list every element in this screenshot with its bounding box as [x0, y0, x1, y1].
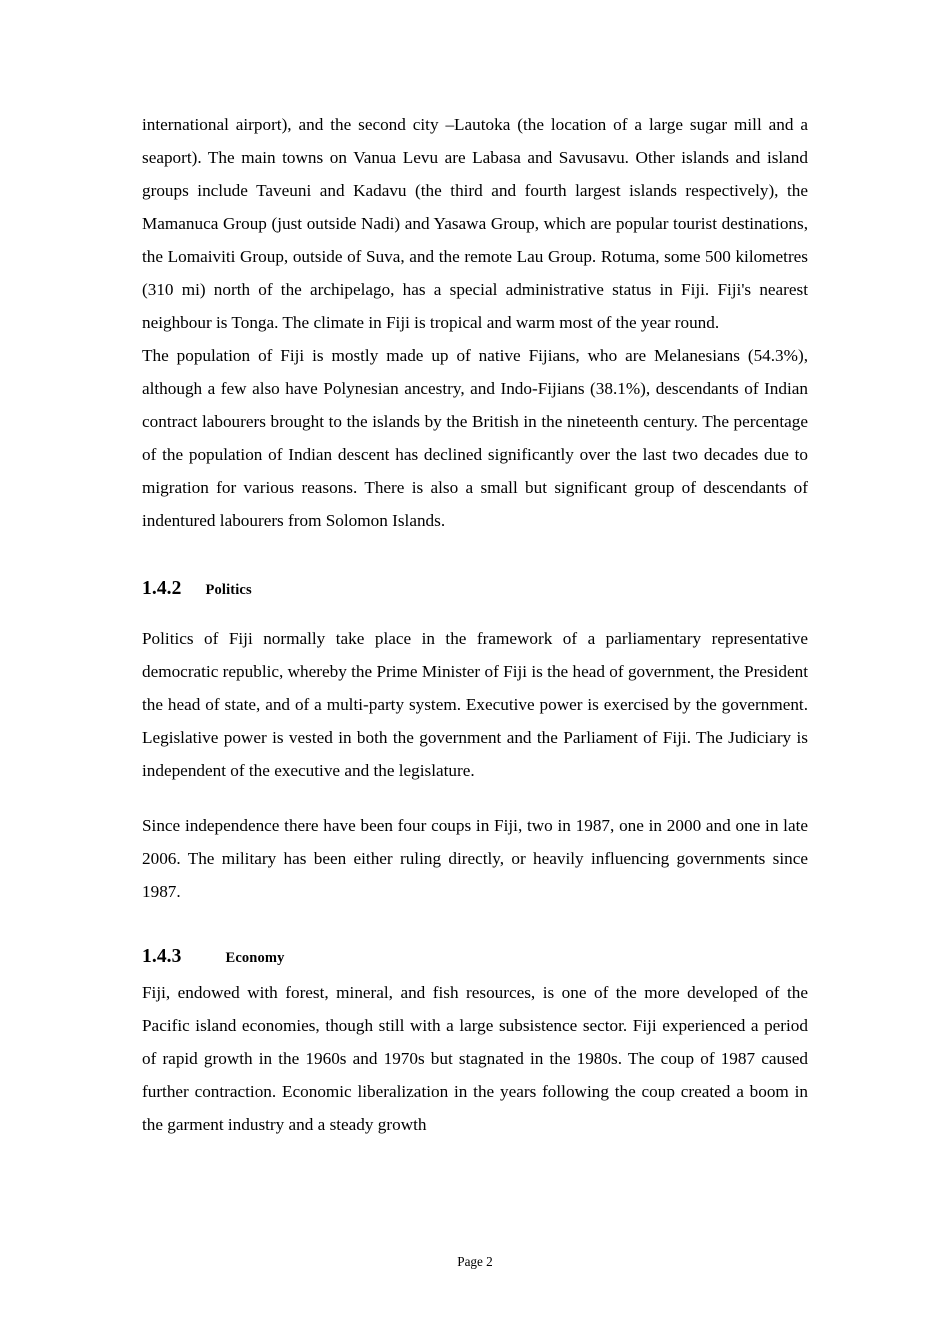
- paragraph-politics-framework: Politics of Fiji normally take place in the framework of a parliamentary representative democratic republic, whereby the Prime Minister of Fiji is the head of government, the President the head of state, and of a multi-party system. Executive power is exercised by the government. Legislative power is vested in both the government and the Parliament of Fiji. The Judiciary is independent of the executive and the legislature.: [142, 629, 808, 780]
- section-heading-politics: [142, 573, 808, 604]
- section-number-143: 1.4.3: [142, 946, 182, 967]
- section-number-142: 1.4.2: [142, 578, 182, 599]
- paragraph-geography-continued: international airport), and the second city –Lautoka (the location of a large sugar mill and a seaport). The main towns on Vanua Levu are Labasa and Savusavu. Other islands and island groups include Taveuni and Kadavu (the third and fourth largest islands respectively), the Mamanuca Group (just outside Nadi) and Yasawa Group, which are popular tourist destinations, the Lomaiviti Group, outside of Suva, and the remote Lau Group. Rotuma, some 500 kilometres (310 mi) north of the archipelago, has a special administrative status in Fiji. Fiji's nearest neighbour is Tonga. The climate in Fiji is tropical and warm most of the year round.: [142, 115, 808, 332]
- page-footer: Page 2: [457, 1254, 493, 1269]
- section-title-economy: Economy: [225, 950, 285, 966]
- section-title-politics: Politics: [205, 582, 252, 598]
- paragraph-population: The population of Fiji is mostly made up of native Fijians, who are Melanesians (54.3%), although a few also have Polynesian ancestry, and Indo-Fijians (38.1%), descendants of Indian contract labourers brought to the islands by the British in the nineteenth century. The percentage of the population of Indian descent has declined significantly over the last two decades due to migration for various reasons. There is also a small but significant group of descendants of indentured labourers from Solomon Islands.: [142, 346, 808, 530]
- page-content: [142, 108, 808, 1141]
- paragraph-economy-intro: Fiji, endowed with forest, mineral, and fish resources, is one of the more developed of the Pacific island economies, though still with a large subsistence sector. Fiji experienced a period of rapid growth in the 1960s and 1970s but stagnated in the 1980s. The coup of 1987 caused further contraction. Economic liberalization in the years following the coup created a boom in the garment industry and a steady growth: [142, 983, 808, 1134]
- section-heading-economy: [142, 941, 808, 972]
- paragraph-politics-coups: Since independence there have been four coups in Fiji, two in 1987, one in 2000 and one in late 2006. The military has been either ruling directly, or heavily influencing governments since 1987.: [142, 816, 808, 901]
